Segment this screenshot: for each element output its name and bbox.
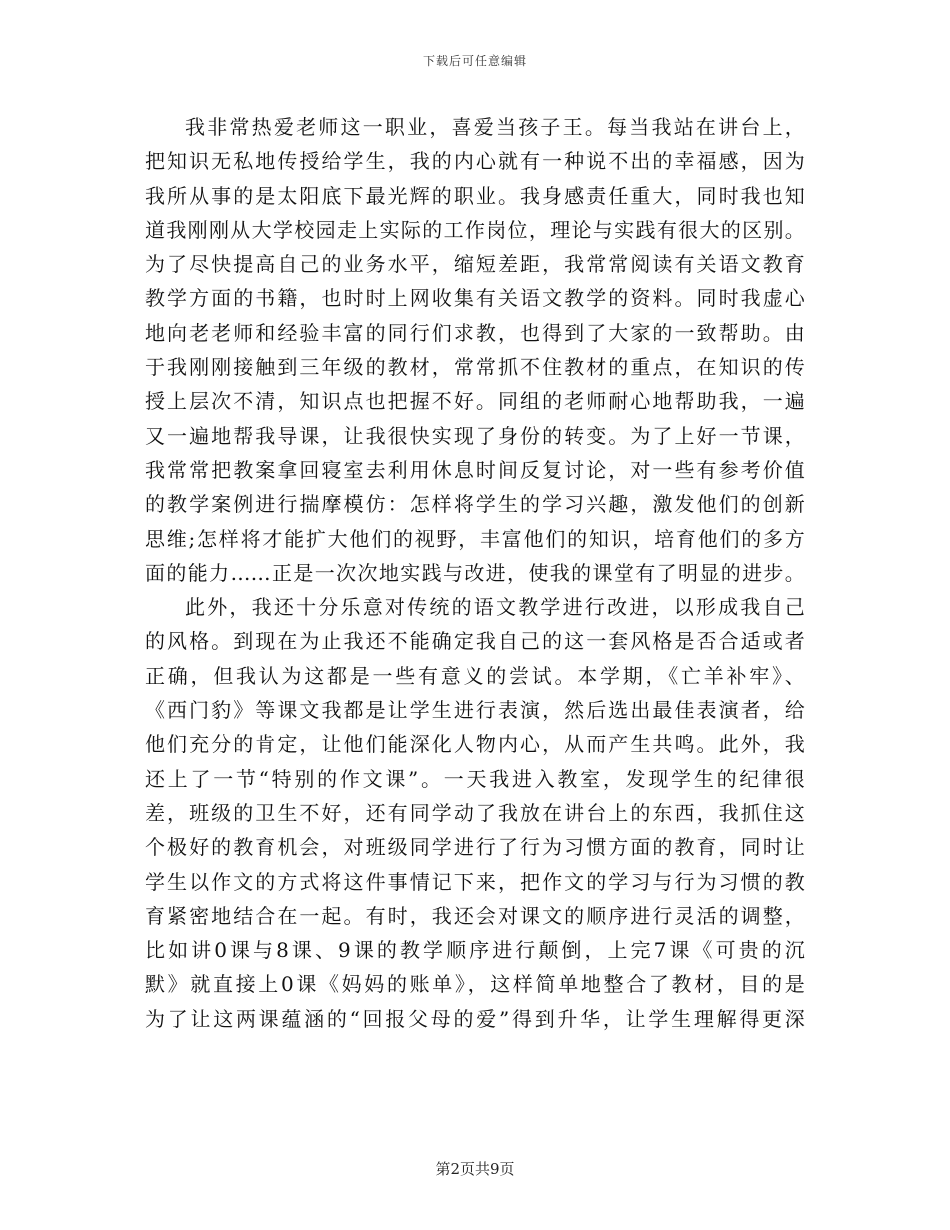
text-line: 教学方面的书籍，也时时上网收集有关语文教学的资料。同时我虚心 — [145, 286, 805, 311]
document-body — [145, 110, 805, 1036]
text-line: 的风格。到现在为止我还不能确定我自己的这一套风格是否合适或者 — [145, 629, 805, 654]
text-line: 我非常热爱老师这一职业，喜爱当孩子王。每当我站在讲台上， — [185, 115, 805, 139]
text-line: 个极好的教育机会，对班级同学进行了行为习惯方面的教育，同时让 — [145, 835, 805, 860]
page-number: 第2页共9页 — [435, 1160, 515, 1178]
text-line: 他们充分的肯定，让他们能深化人物内心，从而产生共鸣。此外，我 — [145, 732, 805, 757]
text-line: 比如讲0课与8课、9课的教学顺序进行颠倒，上完7课《可贵的沉 — [145, 938, 805, 963]
text-line: 把知识无私地传授给学生，我的内心就有一种说不出的幸福感，因为 — [145, 149, 805, 174]
text-line: 授上层次不清，知识点也把握不好。同组的老师耐心地帮助我，一遍 — [145, 389, 805, 414]
text-line: 差，班级的卫生不好，还有同学动了我放在讲台上的东西，我抓住这 — [145, 800, 805, 825]
text-line: 我所从事的是太阳底下最光辉的职业。我身感责任重大，同时我也知 — [145, 183, 805, 208]
page-header: 下载后可任意编辑 — [422, 54, 527, 68]
text-line: 此外，我还十分乐意对传统的语文教学进行改进，以形成我自己 — [185, 595, 805, 620]
text-line: 为了尽快提高自己的业务水平，缩短差距，我常常阅读有关语文教育 — [145, 252, 805, 277]
text-line: 为了让这两课蕴涵的“回报父母的爱”得到升华，让学生理解得更深 — [145, 1006, 805, 1031]
text-line: 正确，但我认为这都是一些有意义的尝试。本学期，《亡羊补牢》、 — [145, 663, 805, 688]
text-line: 学生以作文的方式将这件事情记下来，把作文的学习与行为习惯的教 — [145, 869, 805, 894]
text-line: 还上了一节“特别的作文课”。一天我进入教室，发现学生的纪律很 — [145, 766, 805, 791]
text-line: 地向老老师和经验丰富的同行们求教，也得到了大家的一致帮助。由 — [145, 320, 805, 345]
text-line: 育紧密地结合在一起。有时，我还会对课文的顺序进行灵活的调整， — [145, 903, 805, 928]
text-line: 我常常把教案拿回寝室去利用休息时间反复讨论，对一些有参考价值 — [145, 457, 805, 482]
text-line: 面的能力……正是一次次地实践与改进，使我的课堂有了明显的进步。 — [145, 560, 805, 585]
text-line: 于我刚刚接触到三年级的教材，常常抓不住教材的重点，在知识的传 — [145, 355, 805, 380]
text-line: 又一遍地帮我导课，让我很快实现了身份的转变。为了上好一节课， — [145, 423, 805, 448]
text-line: 道我刚刚从大学校园走上实际的工作岗位，理论与实践有很大的区别。 — [145, 217, 805, 242]
text-line: 《西门豹》等课文我都是让学生进行表演，然后选出最佳表演者，给 — [145, 698, 805, 723]
text-line: 默》就直接上0课《妈妈的账单》，这样简单地整合了教材，目的是 — [145, 972, 805, 997]
text-line: 的教学案例进行揣摩模仿：怎样将学生的学习兴趣，激发他们的创新 — [145, 492, 805, 517]
text-line: 思维;怎样将才能扩大他们的视野，丰富他们的知识，培育他们的多方 — [145, 526, 805, 551]
